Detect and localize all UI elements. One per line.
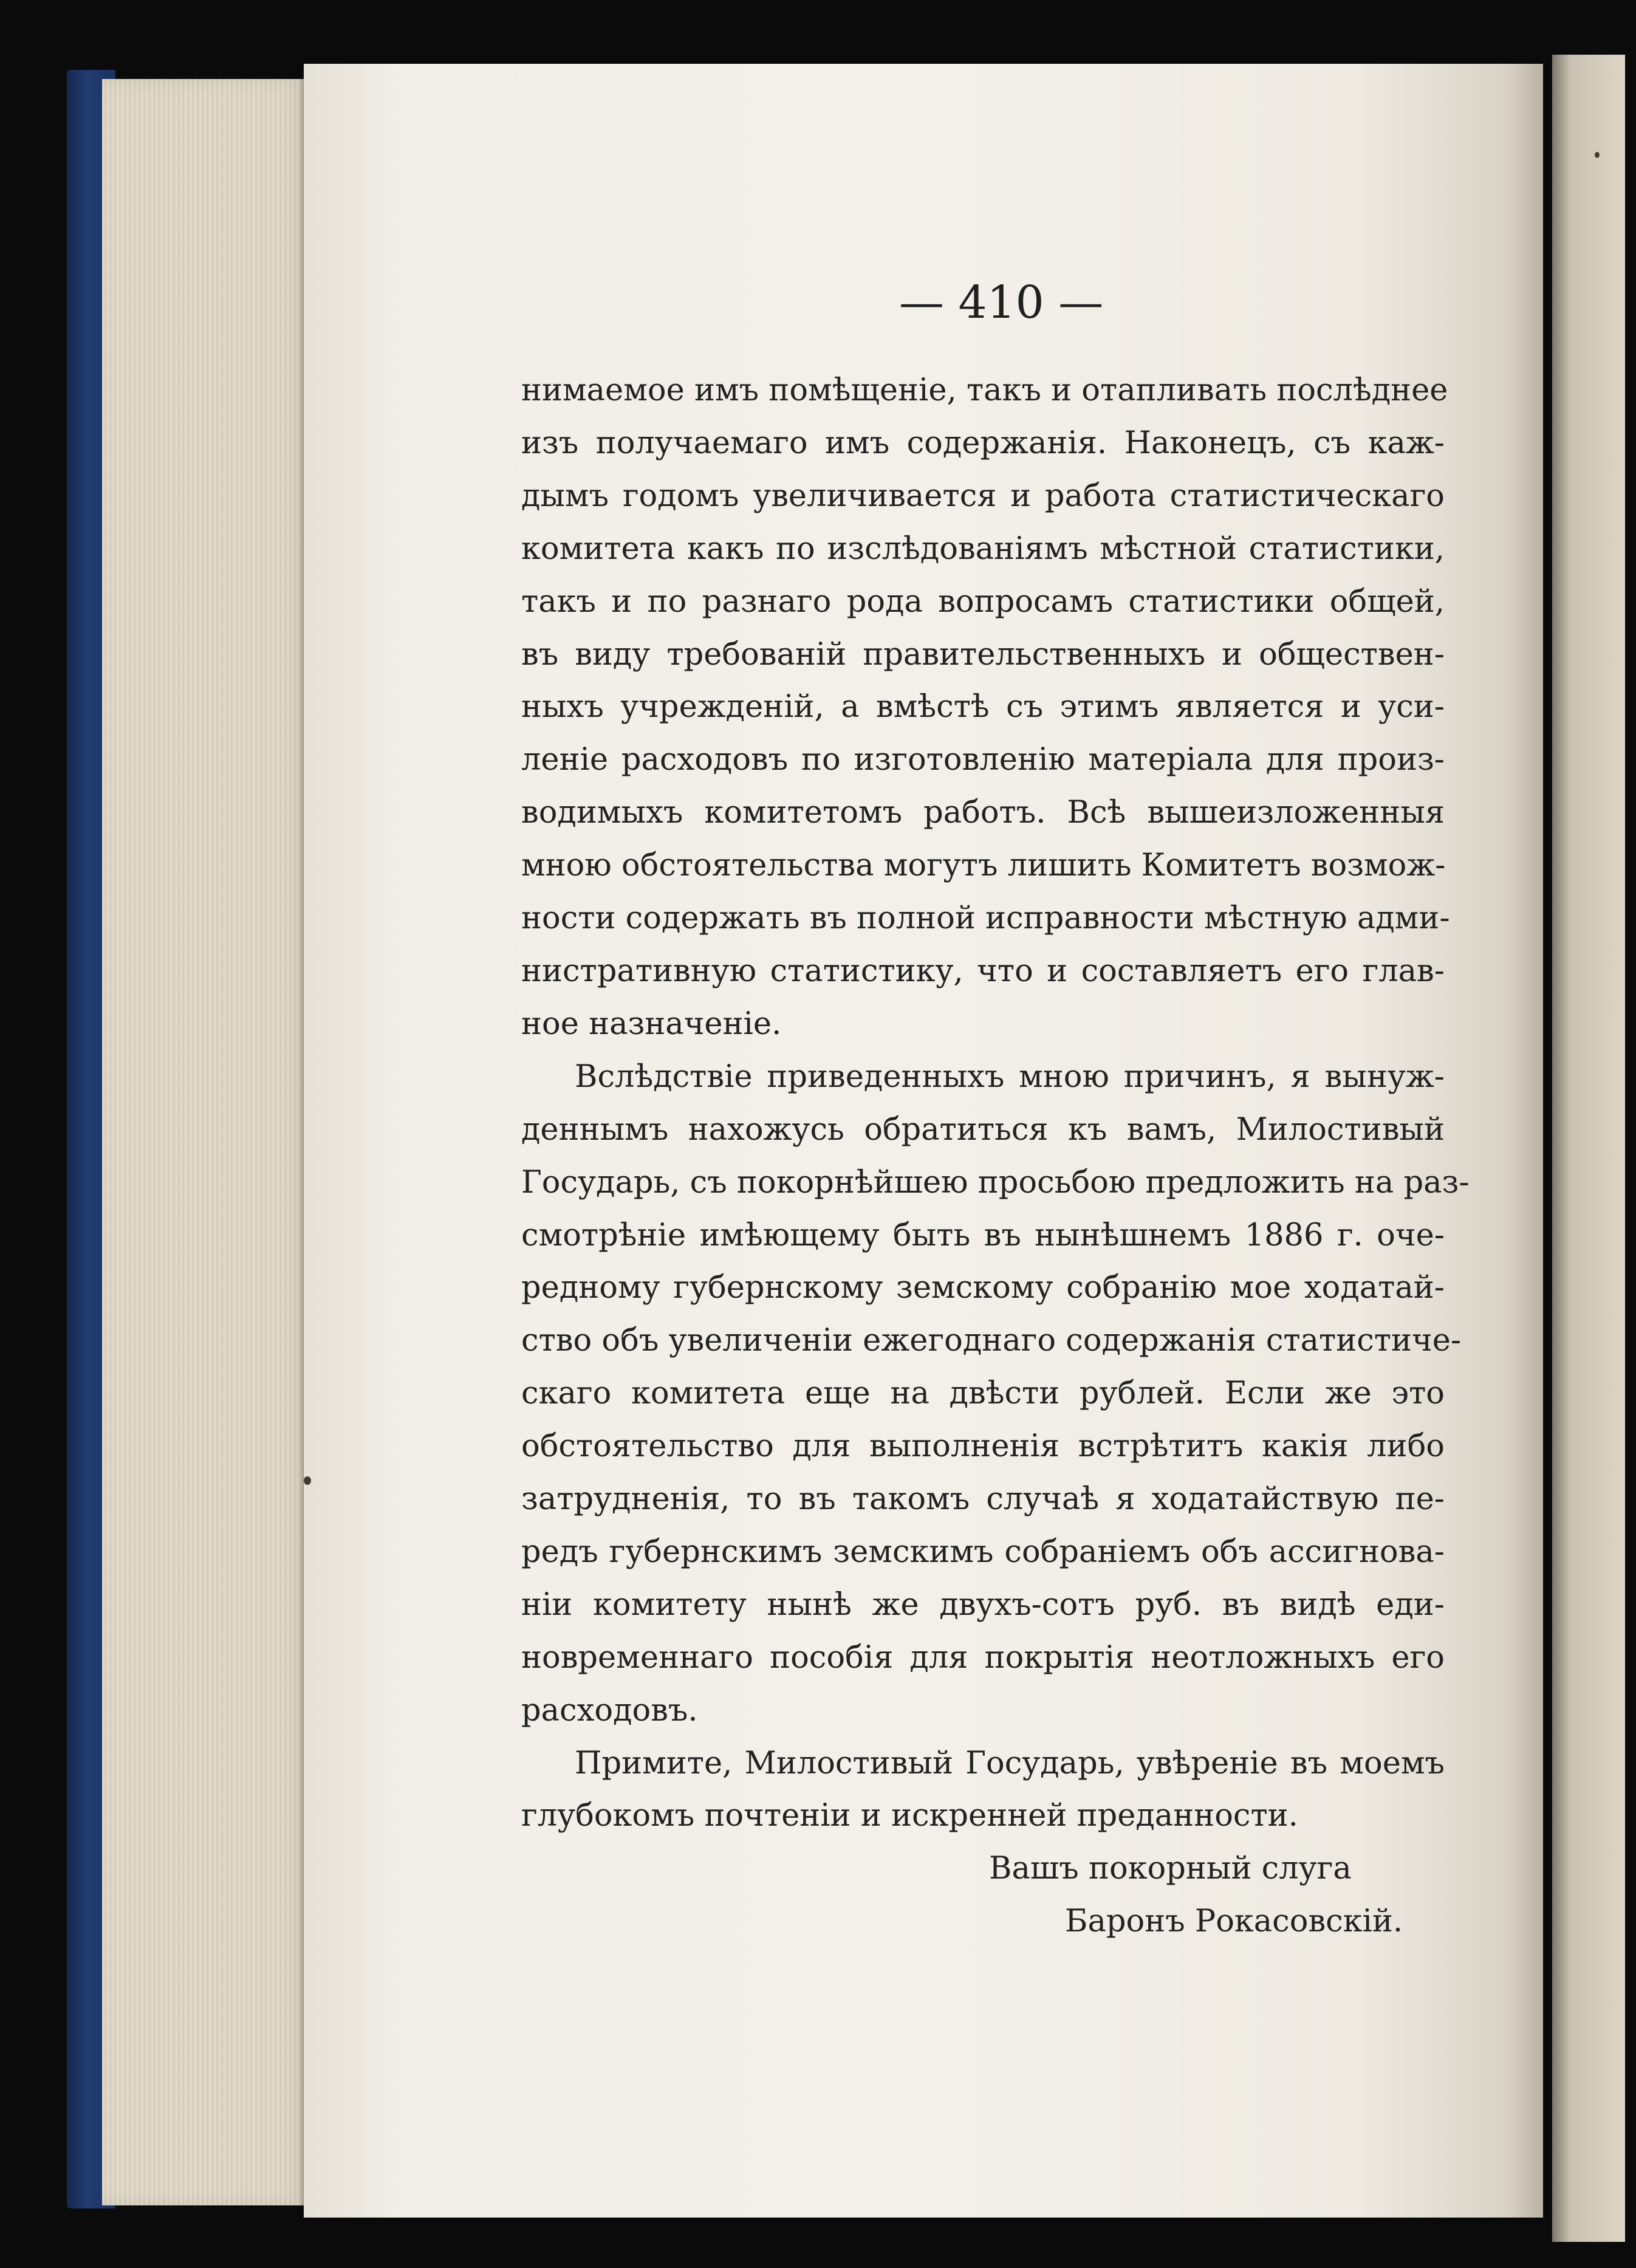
text-line: Вслѣдствіе приведенныхъ мною причинъ, я вынуж- [575, 1058, 1445, 1095]
paragraph [521, 365, 1450, 1051]
facing-page-edge [1552, 55, 1625, 2242]
text-line: смотрѣніе имѣющему быть въ нынѣшнемъ 1886 г. оче- [521, 1217, 1445, 1253]
text-line: такъ и по разнаго рода вопросамъ статистики общей, [521, 583, 1445, 620]
text-line: деннымъ нахожусь обратиться къ вамъ, Милостивый [521, 1111, 1445, 1148]
text-line: ности содержать въ полной исправности мѣстную адми- [521, 900, 1450, 937]
paragraph [521, 1051, 1470, 1738]
text-line: Государь, съ покорнѣйшею просьбою предложить на раз- [521, 1164, 1470, 1201]
page-block-edges [102, 79, 309, 2205]
letter-body [521, 365, 1470, 1948]
page-number: — 410 — [899, 276, 1104, 329]
text-line: дымъ годомъ увеличивается и работа статистическаго [521, 478, 1445, 514]
text-line: комитета какъ по изслѣдованіямъ мѣстной статистики, [521, 530, 1445, 567]
text-line: водимыхъ комитетомъ работъ. Всѣ вышеизложенныя [521, 795, 1445, 831]
text-line: Примите, Милостивый Государь, увѣреніе въ моемъ [575, 1745, 1445, 1781]
text-line: обстоятельство для выполненія встрѣтитъ какія либо [521, 1428, 1445, 1465]
paragraph [521, 1738, 1445, 1843]
text-line: ніи комитету нынѣ же двухъ-сотъ руб. въ видѣ еди- [521, 1586, 1445, 1623]
signatory-name: Баронъ Рокасовскій. [1065, 1903, 1403, 1940]
closing-phrase: Вашъ покорный слуга [989, 1851, 1352, 1887]
text-line: леніе расходовъ по изготовленію матеріала для произ- [521, 742, 1445, 778]
text-line: изъ получаемаго имъ содержанія. Наконецъ, съ каж- [521, 425, 1445, 461]
text-line: ное назначеніе. [521, 1006, 782, 1042]
text-line: глубокомъ почтеніи и искренней преданности. [521, 1798, 1298, 1834]
text-line: затрудненія, то въ такомъ случаѣ я ходатайствую пе- [521, 1481, 1445, 1518]
text-line: нимаемое имъ помѣщеніе, такъ и отапливать послѣднее [521, 372, 1448, 408]
text-line: нистративную статистику, что и составляетъ его глав- [521, 953, 1445, 989]
ink-speck [304, 1476, 311, 1485]
text-line: въ виду требованій правительственныхъ и обществен- [521, 636, 1445, 673]
ink-speck [1595, 152, 1600, 158]
text-line: новременнаго пособія для покрытія неотложныхъ его [521, 1639, 1445, 1676]
text-line: ство объ увеличеніи ежегоднаго содержанія статистиче- [521, 1323, 1462, 1359]
text-line: ныхъ учрежденій, а вмѣстѣ съ этимъ является и уси- [521, 689, 1445, 725]
text-line: скаго комитета еще на двѣсти рублей. Если же это [521, 1376, 1445, 1412]
text-line: редъ губернскимъ земскимъ собраніемъ объ ассигнова- [521, 1533, 1445, 1570]
text-line: редному губернскому земскому собранію мое ходатай- [521, 1270, 1445, 1306]
text-line: расходовъ. [521, 1692, 698, 1728]
text-line: мною обстоятельства могутъ лишить Комитетъ возмож- [521, 848, 1446, 884]
